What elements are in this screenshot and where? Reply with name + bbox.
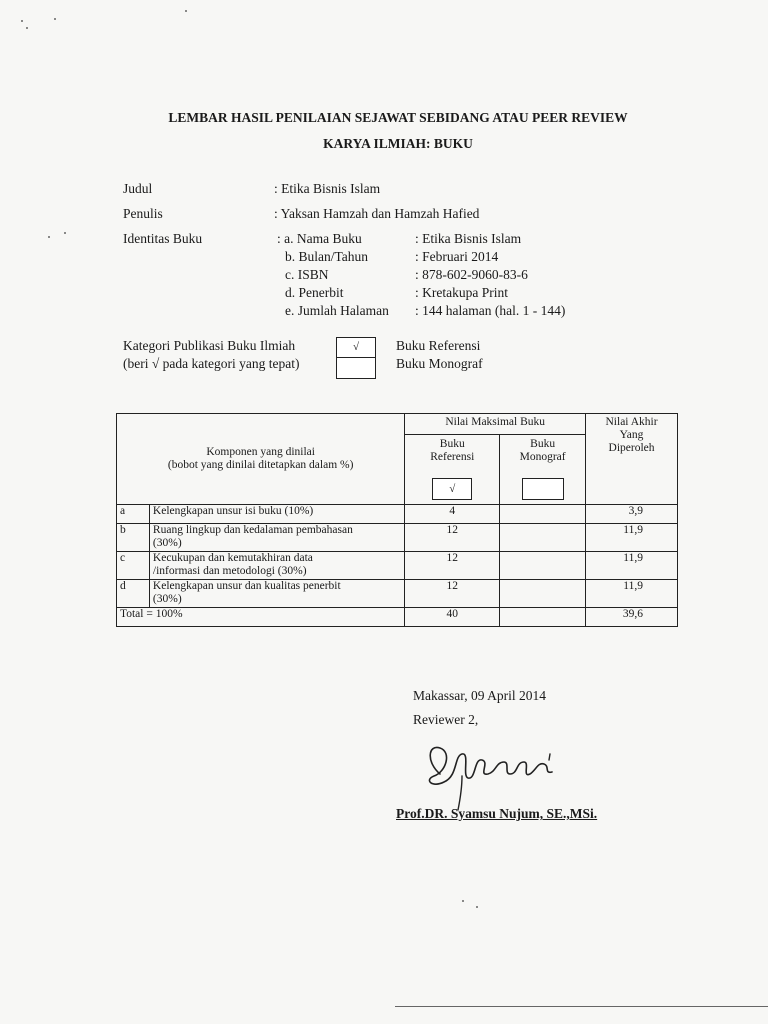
header-referensi-line: Buku — [439, 438, 465, 450]
identitas-item-value: : Februari 2014 — [415, 249, 499, 264]
scan-speck — [476, 906, 478, 908]
referensi-checkbox[interactable] — [432, 478, 472, 500]
header-akhir-line: Diperoleh — [608, 442, 655, 454]
row-component-text: (30%) — [152, 537, 182, 549]
table-row — [117, 580, 678, 608]
score-table — [116, 413, 678, 627]
document-subtitle: KARYA ILMIAH: BUKU — [323, 136, 473, 151]
table-row — [117, 505, 678, 524]
header-component-title: Komponen yang dinilai — [206, 446, 315, 458]
page-edge-line — [395, 1006, 768, 1007]
reviewer-name: Prof.DR. Syamsu Nujum, SE.,MSi. — [396, 806, 598, 821]
document-title: LEMBAR HASIL PENILAIAN SEJAWAT SEBIDANG ATAU PEER REVIEW — [168, 110, 628, 125]
header-referensi-line: Referensi — [430, 451, 475, 463]
row-referensi-value: 12 — [405, 580, 500, 608]
header-monograf — [500, 435, 586, 505]
header-akhir-line: Nilai Akhir — [605, 416, 658, 428]
header-nilai-akhir — [586, 414, 678, 505]
row-code: a — [117, 505, 150, 524]
row-code: c — [117, 552, 150, 580]
identitas-item-label: e. Jumlah Halaman — [285, 303, 389, 318]
scan-speck — [26, 27, 28, 29]
identitas-label: Identitas Buku — [123, 231, 203, 246]
row-referensi-value: 12 — [405, 552, 500, 580]
row-component — [149, 505, 404, 524]
monograf-checkbox[interactable] — [522, 478, 564, 500]
row-referensi-value: 12 — [405, 524, 500, 552]
row-component-text: /informasi dan metodologi (30%) — [152, 565, 307, 577]
check-mark: √ — [449, 483, 456, 495]
header-referensi — [405, 435, 500, 505]
row-component-text: Kelengkapan unsur isi buku (10%) — [152, 505, 314, 517]
row-referensi-value: 4 — [405, 505, 500, 524]
table-total-row — [117, 608, 678, 627]
scan-speck — [185, 10, 187, 12]
check-mark: √ — [352, 341, 360, 353]
kategori-label: Kategori Publikasi Buku Ilmiah — [123, 338, 296, 353]
header-component — [117, 414, 405, 505]
row-akhir-value: 11,9 — [586, 524, 678, 552]
total-monograf-value — [500, 608, 586, 627]
row-akhir-value: 11,9 — [586, 580, 678, 608]
row-monograf-value — [500, 552, 586, 580]
identitas-item-label: c. ISBN — [285, 267, 329, 282]
row-component-text: Kecukupan dan kemutakhiran data — [152, 552, 313, 564]
row-code: d — [117, 580, 150, 608]
header-monograf-line: Buku — [530, 438, 556, 450]
row-component — [149, 524, 404, 552]
kategori-referensi-checkbox[interactable] — [336, 337, 376, 359]
header-monograf-line: Monograf — [519, 451, 566, 463]
judul-value: : Etika Bisnis Islam — [274, 181, 381, 196]
identitas-item-label: : a. Nama Buku — [277, 231, 362, 246]
identitas-item-label: b. Bulan/Tahun — [285, 249, 369, 264]
header-nilai-maks: Nilai Maksimal Buku — [405, 414, 586, 435]
judul-label: Judul — [123, 181, 153, 196]
scan-speck — [21, 20, 23, 22]
handwritten-signature — [418, 732, 588, 812]
kategori-option-label: Buku Referensi — [396, 338, 481, 353]
identitas-item-label: d. Penerbit — [285, 285, 344, 300]
penulis-label: Penulis — [123, 206, 163, 221]
table-row — [117, 552, 678, 580]
kategori-monograf-checkbox[interactable] — [336, 357, 376, 379]
row-akhir-value: 11,9 — [586, 552, 678, 580]
row-component — [149, 580, 404, 608]
row-component — [149, 552, 404, 580]
row-akhir-value: 3,9 — [586, 505, 678, 524]
kategori-option-label: Buku Monograf — [396, 356, 483, 371]
row-component-text: Kelengkapan unsur dan kualitas penerbit — [152, 580, 341, 592]
total-akhir-value: 39,6 — [586, 608, 678, 627]
scan-speck — [48, 236, 50, 238]
row-component-text: (30%) — [152, 593, 182, 605]
row-monograf-value — [500, 524, 586, 552]
reviewer-role: Reviewer 2, — [413, 712, 479, 727]
identitas-item-value: : 878-602-9060-83-6 — [415, 267, 528, 282]
place-date: Makassar, 09 April 2014 — [413, 688, 546, 703]
identitas-item-value: : Kretakupa Print — [415, 285, 508, 300]
total-label: Total = 100% — [117, 608, 405, 627]
table-row — [117, 524, 678, 552]
row-component-text: Ruang lingkup dan kedalaman pembahasan — [152, 524, 353, 536]
total-referensi-value: 40 — [405, 608, 500, 627]
kategori-instruction: (beri √ pada kategori yang tepat) — [123, 356, 300, 371]
scan-speck — [54, 18, 56, 20]
scan-speck — [462, 900, 464, 902]
identitas-item-value: : Etika Bisnis Islam — [415, 231, 522, 246]
table-header-row — [117, 414, 678, 435]
identitas-item-value: : 144 halaman (hal. 1 - 144) — [415, 303, 566, 318]
row-monograf-value — [500, 580, 586, 608]
header-component-note: (bobot yang dinilai ditetapkan dalam %) — [167, 459, 354, 471]
penulis-value: : Yaksan Hamzah dan Hamzah Hafied — [274, 206, 480, 221]
row-code: b — [117, 524, 150, 552]
row-monograf-value — [500, 505, 586, 524]
header-akhir-line: Yang — [619, 429, 644, 441]
scan-speck — [64, 232, 66, 234]
